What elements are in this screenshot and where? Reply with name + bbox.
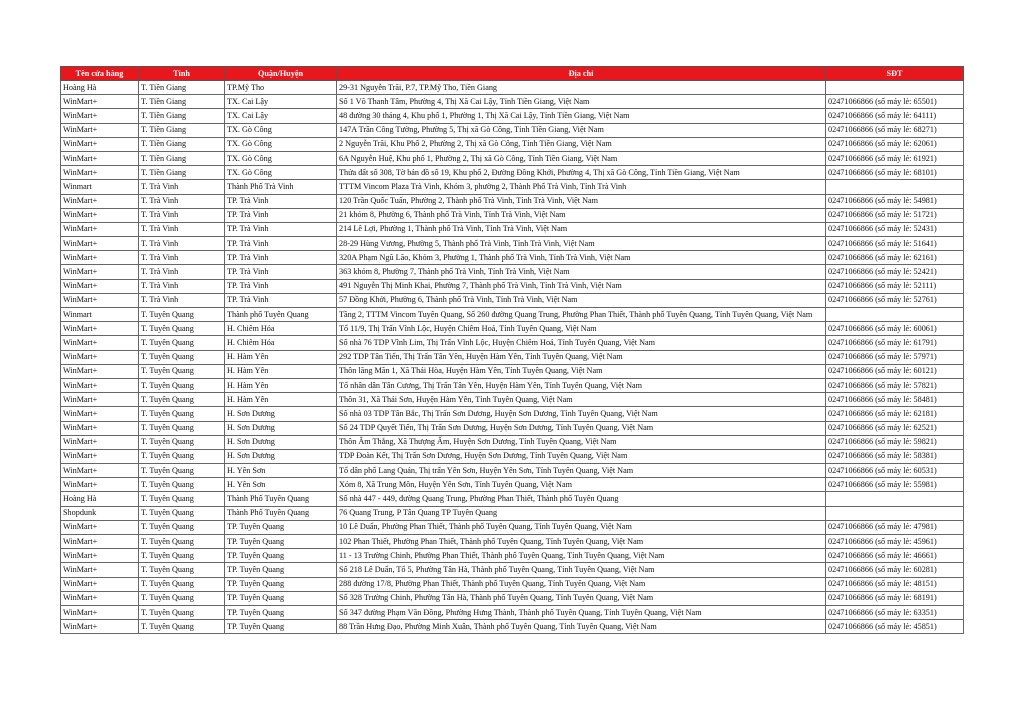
cell-address: 28-29 Hùng Vương, Phường 5, Thành phố Trà Vinh, Tỉnh Trà Vinh, Việt Nam [337,237,826,251]
header-phone: SĐT [826,67,964,81]
cell-district: TX. Gò Công [225,137,337,151]
cell-district: TP. Trà Vinh [225,251,337,265]
cell-district: Thành Phố Tuyên Quang [225,492,337,506]
cell-district: H. Sơn Dương [225,407,337,421]
cell-province: T. Tuyên Quang [139,407,225,421]
cell-phone [826,506,964,520]
cell-store-name: Hoàng Hà [61,81,139,95]
cell-province: T. Tuyên Quang [139,492,225,506]
cell-province: T. Tiền Giang [139,109,225,123]
table-row [61,535,964,549]
cell-district: TP. Trà Vinh [225,265,337,279]
cell-address: Số 1 Võ Thanh Tâm, Phường 4, Thị Xã Cai Lậy, Tỉnh Tiền Giang, Việt Nam [337,95,826,109]
cell-store-name: WinMart+ [61,393,139,407]
cell-phone: 02471066866 (số máy lẻ: 48151) [826,577,964,591]
cell-province: T. Tuyên Quang [139,308,225,322]
cell-store-name: WinMart+ [61,336,139,350]
cell-phone: 02471066866 (số máy lẻ: 45851) [826,620,964,634]
cell-address: Tổ dân phố Lang Quán, Thị trấn Yên Sơn, Huyện Yên Sơn, Tỉnh Tuyên Quang, Việt Nam [337,464,826,478]
cell-store-name: Shopdunk [61,506,139,520]
table-body [61,81,964,634]
table-row [61,308,964,322]
cell-store-name: WinMart+ [61,208,139,222]
cell-district: TP. Tuyên Quang [225,520,337,534]
table-row [61,520,964,534]
cell-province: T. Tuyên Quang [139,577,225,591]
cell-phone: 02471066866 (số máy lẻ: 54981) [826,194,964,208]
cell-phone: 02471066866 (số máy lẻ: 61791) [826,336,964,350]
cell-phone: 02471066866 (số máy lẻ: 58381) [826,449,964,463]
cell-address: 288 đường 17/8, Phường Phan Thiết, Thành phố Tuyên Quang, Tỉnh Tuyên Quang, Việt Nam [337,577,826,591]
cell-address: Số 218 Lê Duẩn, Tổ 5, Phường Tân Hà, Thành phố Tuyên Quang, Tỉnh Tuyên Quang, Việt Nam [337,563,826,577]
cell-district: H. Sơn Dương [225,421,337,435]
cell-address: Số 347 đường Phạm Văn Đồng, Phường Hưng Thành, Thành phố Tuyên Quang, Tỉnh Tuyên Quang, Việt Nam [337,605,826,619]
cell-province: T. Tuyên Quang [139,393,225,407]
cell-store-name: Hoàng Hà [61,492,139,506]
table-row [61,435,964,449]
cell-district: TX. Cai Lậy [225,109,337,123]
cell-store-name: WinMart+ [61,378,139,392]
cell-address: 29-31 Nguyễn Trãi, P.7, TP.Mỹ Tho, Tiền Giang [337,81,826,95]
cell-phone: 02471066866 (số máy lẻ: 57821) [826,378,964,392]
cell-province: T. Tuyên Quang [139,350,225,364]
table-row [61,123,964,137]
cell-address: 102 Phan Thiết, Phường Phan Thiết, Thành phố Tuyên Quang, Tỉnh Tuyên Quang, Việt Nam [337,535,826,549]
cell-phone [826,492,964,506]
cell-province: T. Tuyên Quang [139,364,225,378]
cell-phone: 02471066866 (số máy lẻ: 60121) [826,364,964,378]
table-row [61,421,964,435]
cell-district: TP. Tuyên Quang [225,605,337,619]
cell-district: Thành Phố Tuyên Quang [225,506,337,520]
cell-district: TX. Gò Công [225,151,337,165]
cell-district: H. Sơn Dương [225,435,337,449]
table-row [61,449,964,463]
cell-province: T. Trà Vinh [139,251,225,265]
cell-address: Tầng 2, TTTM Vincom Tuyên Quang, Số 260 đường Quang Trung, Phường Phan Thiết, Thành phố Tuyên Quang, Tỉnh Tuyên Quang, Việt Nam [337,308,826,322]
cell-store-name: WinMart+ [61,109,139,123]
cell-address: 48 đường 30 tháng 4, Khu phố 1, Phường 1, Thị Xã Cai Lậy, Tỉnh Tiền Giang, Việt Nam [337,109,826,123]
cell-address: 6A Nguyễn Huệ, Khu phố 1, Phường 2, Thị xã Gò Công, Tỉnh Tiền Giang, Việt Nam [337,151,826,165]
table-row [61,492,964,506]
cell-phone: 02471066866 (số máy lẻ: 62061) [826,137,964,151]
cell-store-name: WinMart+ [61,464,139,478]
cell-store-name: WinMart+ [61,166,139,180]
cell-district: H. Chiêm Hóa [225,322,337,336]
cell-store-name: WinMart+ [61,123,139,137]
cell-district: Thành phố Tuyên Quang [225,308,337,322]
cell-store-name: WinMart+ [61,549,139,563]
table-row [61,293,964,307]
cell-store-name: WinMart+ [61,520,139,534]
cell-province: T. Tiền Giang [139,81,225,95]
cell-store-name: WinMart+ [61,364,139,378]
header-store-name: Tên cửa hàng [61,67,139,81]
cell-store-name: WinMart+ [61,293,139,307]
cell-province: T. Trà Vinh [139,180,225,194]
cell-store-name: WinMart+ [61,535,139,549]
cell-store-name: Winmart [61,180,139,194]
cell-phone: 02471066866 (số máy lẻ: 64111) [826,109,964,123]
cell-province: T. Tiền Giang [139,95,225,109]
cell-store-name: WinMart+ [61,421,139,435]
cell-address: 363 khóm 8, Phường 7, Thành phố Trà Vinh, Tỉnh Trà Vinh, Việt Nam [337,265,826,279]
cell-province: T. Tuyên Quang [139,605,225,619]
cell-province: T. Tuyên Quang [139,506,225,520]
table-row [61,265,964,279]
cell-address: 10 Lê Duẩn, Phường Phan Thiết, Thành phố Tuyên Quang, Tỉnh Tuyên Quang, Việt Nam [337,520,826,534]
cell-store-name: WinMart+ [61,194,139,208]
cell-phone: 02471066866 (số máy lẻ: 60061) [826,322,964,336]
cell-address: Số 328 Trường Chinh, Phường Tân Hà, Thành phố Tuyên Quang, Tỉnh Tuyên Quang, Việt Nam [337,591,826,605]
cell-province: T. Trà Vinh [139,293,225,307]
cell-store-name: WinMart+ [61,95,139,109]
table-row [61,81,964,95]
cell-district: TP. Trà Vinh [225,208,337,222]
table-row [61,151,964,165]
cell-phone: 02471066866 (số máy lẻ: 61921) [826,151,964,165]
cell-phone [826,308,964,322]
cell-store-name: WinMart+ [61,279,139,293]
table-row [61,478,964,492]
cell-address: 57 Đồng Khởi, Phường 6, Thành phố Trà Vinh, Tỉnh Trà Vinh, Việt Nam [337,293,826,307]
cell-address: TTTM Vincom Plaza Trà Vinh, Khóm 3, phường 2, Thành Phố Trà Vinh, Tỉnh Trà Vinh [337,180,826,194]
cell-phone: 02471066866 (số máy lẻ: 57971) [826,350,964,364]
cell-district: TP. Trà Vinh [225,279,337,293]
table-row [61,251,964,265]
cell-address: Số 24 TDP Quyết Tiến, Thị Trấn Sơn Dương, Huyện Sơn Dương, Tỉnh Tuyên Quang, Việt Nam [337,421,826,435]
cell-phone: 02471066866 (số máy lẻ: 62521) [826,421,964,435]
cell-store-name: WinMart+ [61,605,139,619]
cell-district: TP. Trà Vinh [225,237,337,251]
cell-province: T. Trà Vinh [139,279,225,293]
cell-district: TP. Tuyên Quang [225,563,337,577]
cell-address: Số nhà 447 - 449, đường Quang Trung, Phường Phan Thiết, Thành phố Tuyên Quang [337,492,826,506]
cell-address: 120 Trần Quốc Tuấn, Phường 2, Thành phố Trà Vinh, Tỉnh Trà Vinh, Việt Nam [337,194,826,208]
cell-store-name: WinMart+ [61,350,139,364]
cell-province: T. Tuyên Quang [139,478,225,492]
cell-phone: 02471066866 (số máy lẻ: 59821) [826,435,964,449]
cell-address: Xóm 8, Xã Trung Môn, Huyện Yên Sơn, Tỉnh Tuyên Quang, Việt Nam [337,478,826,492]
table-row [61,336,964,350]
cell-address: 292 TDP Tân Tiến, Thị Trấn Tân Yên, Huyện Hàm Yên, Tỉnh Tuyên Quang, Việt Nam [337,350,826,364]
cell-phone: 02471066866 (số máy lẻ: 68271) [826,123,964,137]
cell-district: H. Yên Sơn [225,478,337,492]
cell-phone: 02471066866 (số máy lẻ: 62181) [826,407,964,421]
cell-phone: 02471066866 (số máy lẻ: 62161) [826,251,964,265]
table-row [61,109,964,123]
cell-province: T. Tuyên Quang [139,421,225,435]
cell-province: T. Tuyên Quang [139,520,225,534]
table-row [61,208,964,222]
cell-province: T. Tuyên Quang [139,591,225,605]
cell-phone: 02471066866 (số máy lẻ: 52111) [826,279,964,293]
cell-phone: 02471066866 (số máy lẻ: 46661) [826,549,964,563]
cell-address: Thôn lăng Mãn 1, Xã Thái Hòa, Huyện Hàm Yên, Tỉnh Tuyên Quang, Việt Nam [337,364,826,378]
cell-phone [826,81,964,95]
cell-phone: 02471066866 (số máy lẻ: 60531) [826,464,964,478]
cell-province: T. Tiền Giang [139,137,225,151]
table-row [61,279,964,293]
cell-district: H. Sơn Dương [225,449,337,463]
table-row [61,563,964,577]
table-row [61,378,964,392]
cell-province: T. Tuyên Quang [139,378,225,392]
table-row [61,137,964,151]
table-row [61,620,964,634]
table-row [61,549,964,563]
header-address: Địa chỉ [337,67,826,81]
cell-address: 88 Trần Hưng Đạo, Phường Minh Xuân, Thành phố Tuyên Quang, Tỉnh Tuyên Quang, Việt Nam [337,620,826,634]
cell-district: TP. Trà Vinh [225,194,337,208]
cell-phone: 02471066866 (số máy lẻ: 68101) [826,166,964,180]
cell-address: Thửa đất số 308, Tờ bản đồ số 19, Khu phố 2, Đường Đồng Khởi, Phường 4, Thị xã Gò Công, Tỉnh Tiền Giang, Việt Nam [337,166,826,180]
cell-store-name: Winmart [61,308,139,322]
cell-phone: 02471066866 (số máy lẻ: 63351) [826,605,964,619]
cell-district: H. Hàm Yên [225,350,337,364]
cell-district: TP. Tuyên Quang [225,549,337,563]
cell-phone [826,180,964,194]
cell-province: T. Tuyên Quang [139,535,225,549]
cell-province: T. Tiền Giang [139,166,225,180]
cell-phone: 02471066866 (số máy lẻ: 51721) [826,208,964,222]
cell-province: T. Tuyên Quang [139,563,225,577]
cell-phone: 02471066866 (số máy lẻ: 55981) [826,478,964,492]
cell-store-name: WinMart+ [61,251,139,265]
cell-province: T. Trà Vinh [139,265,225,279]
cell-district: H. Hàm Yên [225,393,337,407]
cell-province: T. Tiền Giang [139,123,225,137]
cell-district: TP. Trà Vinh [225,222,337,236]
table-row [61,194,964,208]
table-row [61,506,964,520]
table-row [61,605,964,619]
table-row [61,577,964,591]
cell-district: TP. Trà Vinh [225,293,337,307]
cell-district: TP. Tuyên Quang [225,577,337,591]
cell-address: Tổ 11/9, Thị Trấn Vĩnh Lộc, Huyện Chiêm Hoá, Tỉnh Tuyên Quang, Việt Nam [337,322,826,336]
cell-address: 320A Phạm Ngũ Lão, Khóm 3, Phường 1, Thành phố Trà Vinh, Tỉnh Trà Vinh, Việt Nam [337,251,826,265]
cell-store-name: WinMart+ [61,237,139,251]
cell-province: T. Trà Vinh [139,208,225,222]
cell-province: T. Tiền Giang [139,151,225,165]
table-row [61,95,964,109]
cell-phone: 02471066866 (số máy lẻ: 47981) [826,520,964,534]
cell-district: TX. Cai Lậy [225,95,337,109]
cell-phone: 02471066866 (số máy lẻ: 51641) [826,237,964,251]
cell-address: 491 Nguyễn Thị Minh Khai, Phường 7, Thành phố Trà Vinh, Tỉnh Trà Vinh, Việt Nam [337,279,826,293]
cell-phone: 02471066866 (số máy lẻ: 65501) [826,95,964,109]
cell-province: T. Trà Vinh [139,237,225,251]
cell-store-name: WinMart+ [61,435,139,449]
cell-address: 11 - 13 Trường Chinh, Phường Phan Thiết, Thành phố Tuyên Quang, Tỉnh Tuyên Quang, Việt Nam [337,549,826,563]
store-table [60,66,964,634]
table-row [61,180,964,194]
cell-store-name: WinMart+ [61,591,139,605]
cell-phone: 02471066866 (số máy lẻ: 60281) [826,563,964,577]
cell-province: T. Tuyên Quang [139,549,225,563]
cell-store-name: WinMart+ [61,577,139,591]
cell-address: Tổ nhân dân Tân Cương, Thị Trấn Tân Yên, Huyện Hàm Yên, Tỉnh Tuyên Quang, Việt Nam [337,378,826,392]
cell-store-name: WinMart+ [61,620,139,634]
cell-address: TDP Đoàn Kết, Thị Trấn Sơn Dương, Huyện Sơn Dương, Tỉnh Tuyên Quang, Việt Nam [337,449,826,463]
cell-address: 76 Quang Trung, P Tân Quang TP Tuyên Quang [337,506,826,520]
cell-address: Số nhà 03 TDP Tân Bắc, Thị Trấn Sơn Dương, Huyện Sơn Dương, Tỉnh Tuyên Quang, Việt Nam [337,407,826,421]
cell-district: H. Hàm Yên [225,364,337,378]
cell-phone: 02471066866 (số máy lẻ: 68191) [826,591,964,605]
cell-address: Thôn 31, Xã Thái Sơn, Huyện Hàm Yên, Tỉnh Tuyên Quang, Việt Nam [337,393,826,407]
cell-district: TP. Tuyên Quang [225,591,337,605]
cell-province: T. Tuyên Quang [139,322,225,336]
cell-province: T. Tuyên Quang [139,449,225,463]
table-row [61,364,964,378]
cell-address: 214 Lê Lợi, Phường 1, Thành phố Trà Vinh, Tỉnh Trà Vinh, Việt Nam [337,222,826,236]
cell-district: TX. Gò Công [225,166,337,180]
store-list-sheet [60,66,963,634]
cell-district: TP.Mỹ Tho [225,81,337,95]
cell-address: 2 Nguyễn Trãi, Khu Phố 2, Phường 2, Thị xã Gò Công, Tỉnh Tiền Giang, Việt Nam [337,137,826,151]
cell-store-name: WinMart+ [61,222,139,236]
cell-district: TP. Tuyên Quang [225,620,337,634]
table-row [61,237,964,251]
cell-address: Số nhà 76 TDP Vĩnh Lim, Thị Trấn Vĩnh Lộc, Huyện Chiêm Hoá, Tỉnh Tuyên Quang, Việt Nam [337,336,826,350]
header-province: Tỉnh [139,67,225,81]
cell-store-name: WinMart+ [61,322,139,336]
cell-province: T. Tuyên Quang [139,435,225,449]
cell-province: T. Tuyên Quang [139,620,225,634]
table-row [61,407,964,421]
cell-district: H. Chiêm Hóa [225,336,337,350]
cell-province: T. Trà Vinh [139,222,225,236]
cell-province: T. Tuyên Quang [139,464,225,478]
cell-phone: 02471066866 (số máy lẻ: 45961) [826,535,964,549]
cell-district: TX. Gò Công [225,123,337,137]
cell-district: H. Hàm Yên [225,378,337,392]
cell-district: H. Yên Sơn [225,464,337,478]
cell-address: 21 khóm 8, Phường 6, Thành phố Trà Vinh, Tỉnh Trà Vinh, Việt Nam [337,208,826,222]
table-row [61,166,964,180]
table-row [61,464,964,478]
table-row [61,350,964,364]
cell-district: TP. Tuyên Quang [225,535,337,549]
cell-store-name: WinMart+ [61,449,139,463]
table-row [61,393,964,407]
table-row [61,591,964,605]
table-row [61,322,964,336]
cell-phone: 02471066866 (số máy lẻ: 52761) [826,293,964,307]
cell-store-name: WinMart+ [61,265,139,279]
cell-province: T. Tuyên Quang [139,336,225,350]
cell-store-name: WinMart+ [61,407,139,421]
table-header [61,67,964,81]
cell-address: 147A Trần Công Tường, Phường 5, Thị xã Gò Công, Tỉnh Tiền Giang, Việt Nam [337,123,826,137]
header-district: Quận/Huyện [225,67,337,81]
cell-address: Thôn Âm Thắng, Xã Thượng Ấm, Huyện Sơn Dương, Tỉnh Tuyên Quang, Việt Nam [337,435,826,449]
cell-phone: 02471066866 (số máy lẻ: 52421) [826,265,964,279]
cell-province: T. Trà Vinh [139,194,225,208]
table-row [61,222,964,236]
cell-store-name: WinMart+ [61,151,139,165]
cell-phone: 02471066866 (số máy lẻ: 52431) [826,222,964,236]
header-row [61,67,964,81]
cell-district: Thành Phố Trà Vinh [225,180,337,194]
cell-store-name: WinMart+ [61,563,139,577]
cell-phone: 02471066866 (số máy lẻ: 58481) [826,393,964,407]
cell-store-name: WinMart+ [61,137,139,151]
cell-store-name: WinMart+ [61,478,139,492]
